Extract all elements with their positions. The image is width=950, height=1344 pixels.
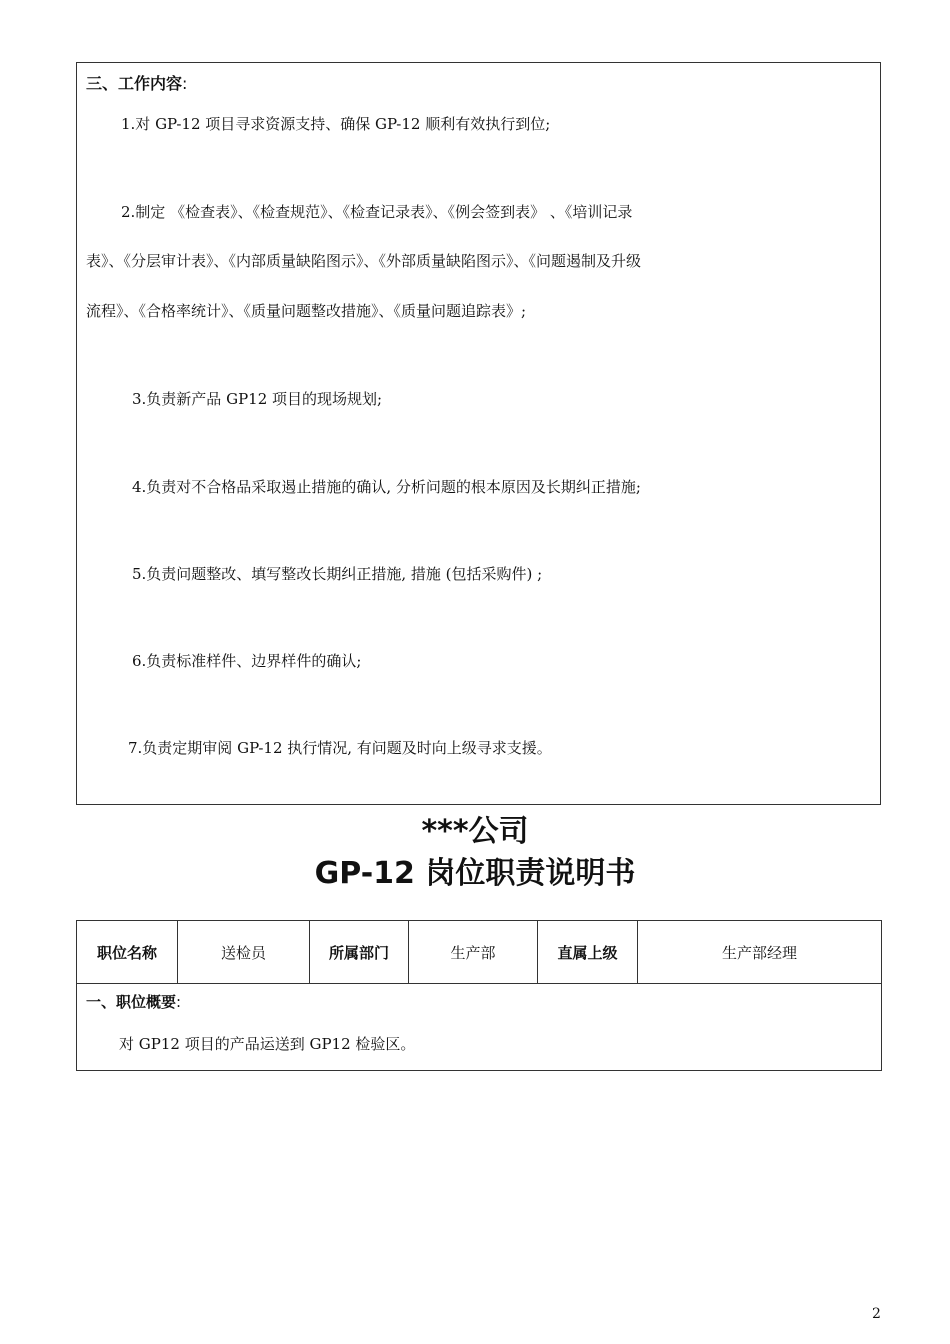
table-divider xyxy=(77,983,881,984)
work-item-1: 1.对 GP-12 项目寻求资源支持、确保 GP-12 顺利有效执行到位; xyxy=(121,115,551,133)
superior-value: 生产部经理 xyxy=(721,943,797,962)
section3-heading-colon: : xyxy=(182,74,188,93)
work-item-2-line2: 表》、《分层审计表》、《内部质量缺陷图示》、《外部质量缺陷图示》、《问题遏制及升级 xyxy=(86,252,642,270)
work-content-box xyxy=(76,62,881,805)
section3-heading xyxy=(86,71,187,94)
company-title: ***公司 xyxy=(421,814,529,849)
summary-text: 对 GP12 项目的产品运送到 GP12 检验区。 xyxy=(119,1035,416,1053)
position-label: 职位名称 xyxy=(77,921,178,983)
work-item-2-line3: 流程》、《合格率统计》、《质量问题整改措施》、《质量问题追踪表》; xyxy=(86,302,527,320)
superior-label: 直属上级 xyxy=(538,921,638,983)
summary-heading-text: 一、职位概要 xyxy=(86,993,177,1011)
position-table xyxy=(76,920,882,1071)
summary-heading xyxy=(86,991,181,1012)
work-item-7: 7.负责定期审阅 GP-12 执行情况, 有问题及时向上级寻求支援。 xyxy=(128,739,552,757)
work-item-5: 5.负责问题整改、填写整改长期纠正措施, 措施 (包括采购件) ; xyxy=(132,565,543,583)
position-value: 送检员 xyxy=(178,921,310,983)
work-item-2-line1: 2.制定 《检查表》、《检查规范》、《检查记录表》、《例会签到表》 、《培训记录 xyxy=(121,203,633,221)
page-number: 2 xyxy=(872,1306,881,1322)
dept-value: 生产部 xyxy=(409,921,538,983)
section3-heading-text: 三、工作内容 xyxy=(86,74,183,93)
summary-heading-colon: : xyxy=(176,993,182,1011)
document-title: GP-12 岗位职责说明书 xyxy=(314,856,636,891)
dept-label: 所属部门 xyxy=(310,921,409,983)
work-item-3: 3.负责新产品 GP12 项目的现场规划; xyxy=(132,390,383,408)
work-item-4: 4.负责对不合格品采取遏止措施的确认, 分析问题的根本原因及长期纠正措施; xyxy=(132,478,641,496)
work-item-6: 6.负责标准样件、边界样件的确认; xyxy=(132,652,362,670)
